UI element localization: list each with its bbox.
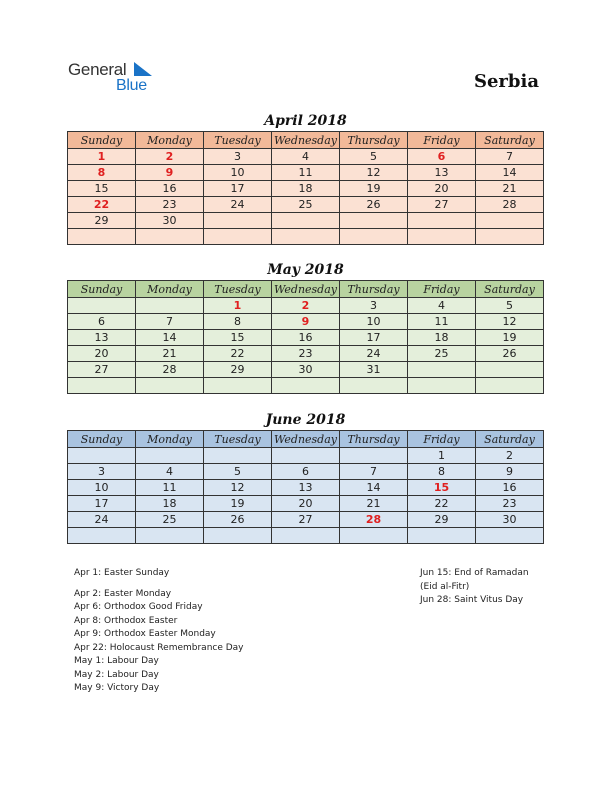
week-row bbox=[68, 298, 544, 314]
day-cell: 13 bbox=[272, 480, 340, 496]
day-cell: 13 bbox=[68, 330, 136, 346]
day-cell: 7 bbox=[136, 314, 204, 330]
day-cell bbox=[136, 229, 204, 245]
weekday-header: Sunday bbox=[68, 431, 136, 448]
day-cell: 23 bbox=[136, 197, 204, 213]
day-cell: 5 bbox=[476, 298, 544, 314]
weekday-header: Wednesday bbox=[272, 132, 340, 149]
holiday-note: Apr 6: Orthodox Good Friday bbox=[74, 602, 203, 612]
day-cell bbox=[136, 528, 204, 544]
week-row bbox=[68, 496, 544, 512]
day-cell: 16 bbox=[136, 181, 204, 197]
day-cell: 9 bbox=[272, 314, 340, 330]
holiday-note: May 9: Victory Day bbox=[74, 683, 160, 693]
holiday-note: Apr 8: Orthodox Easter bbox=[74, 615, 178, 626]
day-cell: 19 bbox=[476, 330, 544, 346]
day-cell: 8 bbox=[408, 464, 476, 480]
day-cell bbox=[68, 298, 136, 314]
day-cell: 26 bbox=[340, 197, 408, 213]
day-cell bbox=[272, 378, 340, 394]
holiday-note: May 1: Labour Day bbox=[74, 656, 159, 666]
day-cell: 24 bbox=[68, 512, 136, 528]
holiday-note: Jun 28: Saint Vitus Day bbox=[420, 595, 524, 605]
month-may bbox=[67, 260, 544, 394]
day-cell: 26 bbox=[204, 512, 272, 528]
holiday-notes-right bbox=[420, 567, 529, 608]
day-cell bbox=[408, 213, 476, 229]
day-cell: 4 bbox=[136, 464, 204, 480]
day-cell bbox=[408, 378, 476, 394]
calendar-grid bbox=[67, 430, 544, 544]
month-title: May 2018 bbox=[267, 262, 344, 278]
holiday-note: Apr 1: Easter Sunday bbox=[74, 568, 170, 578]
holiday-note: (Eid al-Fitr) bbox=[420, 581, 470, 592]
day-cell: 19 bbox=[204, 496, 272, 512]
country-title: Serbia bbox=[473, 71, 539, 92]
day-cell: 20 bbox=[68, 346, 136, 362]
day-cell: 5 bbox=[340, 149, 408, 165]
day-cell: 17 bbox=[340, 330, 408, 346]
day-cell: 30 bbox=[272, 362, 340, 378]
day-cell: 25 bbox=[136, 512, 204, 528]
day-cell: 21 bbox=[136, 346, 204, 362]
day-cell bbox=[204, 229, 272, 245]
holiday-note: May 2: Labour Day bbox=[74, 669, 159, 680]
day-cell: 13 bbox=[408, 165, 476, 181]
day-cell bbox=[408, 229, 476, 245]
day-cell: 18 bbox=[272, 181, 340, 197]
day-cell: 12 bbox=[340, 165, 408, 181]
day-cell: 8 bbox=[204, 314, 272, 330]
weekday-header: Saturday bbox=[476, 281, 544, 298]
day-cell: 24 bbox=[340, 346, 408, 362]
day-cell: 11 bbox=[272, 165, 340, 181]
day-cell: 19 bbox=[340, 181, 408, 197]
day-cell: 22 bbox=[204, 346, 272, 362]
day-cell bbox=[204, 448, 272, 464]
day-cell: 24 bbox=[204, 197, 272, 213]
holiday-note: Apr 2: Easter Monday bbox=[74, 588, 172, 599]
day-cell bbox=[204, 213, 272, 229]
day-cell: 3 bbox=[204, 149, 272, 165]
week-row bbox=[68, 362, 544, 378]
day-cell: 7 bbox=[340, 464, 408, 480]
day-cell: 21 bbox=[476, 181, 544, 197]
holiday-note: Jun 15: End of Ramadan bbox=[420, 568, 529, 578]
week-row bbox=[68, 480, 544, 496]
day-cell: 2 bbox=[476, 448, 544, 464]
day-cell: 3 bbox=[340, 298, 408, 314]
day-cell bbox=[68, 528, 136, 544]
weekday-header: Tuesday bbox=[204, 281, 272, 298]
week-row bbox=[68, 213, 544, 229]
week-row bbox=[68, 181, 544, 197]
day-cell bbox=[408, 362, 476, 378]
day-cell: 17 bbox=[204, 181, 272, 197]
day-cell: 12 bbox=[476, 314, 544, 330]
logo-word-general: General bbox=[68, 60, 127, 79]
day-cell: 14 bbox=[340, 480, 408, 496]
day-cell: 28 bbox=[136, 362, 204, 378]
day-cell: 11 bbox=[136, 480, 204, 496]
day-cell: 3 bbox=[68, 464, 136, 480]
day-cell: 5 bbox=[204, 464, 272, 480]
week-row bbox=[68, 528, 544, 544]
weekday-header: Sunday bbox=[68, 281, 136, 298]
day-cell: 23 bbox=[272, 346, 340, 362]
weekday-header: Saturday bbox=[476, 132, 544, 149]
day-cell bbox=[136, 298, 204, 314]
day-cell: 20 bbox=[272, 496, 340, 512]
day-cell bbox=[476, 378, 544, 394]
day-cell: 28 bbox=[476, 197, 544, 213]
weekday-header: Thursday bbox=[340, 132, 408, 149]
day-cell: 6 bbox=[272, 464, 340, 480]
holiday-note: Apr 9: Orthodox Easter Monday bbox=[74, 629, 216, 639]
day-cell: 29 bbox=[408, 512, 476, 528]
weekday-header: Thursday bbox=[340, 281, 408, 298]
day-cell: 18 bbox=[408, 330, 476, 346]
day-cell bbox=[408, 528, 476, 544]
holiday-note: Apr 22: Holocaust Remembrance Day bbox=[74, 642, 244, 653]
weekday-header: Friday bbox=[408, 132, 476, 149]
day-cell bbox=[68, 448, 136, 464]
day-cell bbox=[476, 229, 544, 245]
day-cell: 16 bbox=[272, 330, 340, 346]
calendar-grid bbox=[67, 131, 544, 245]
day-cell: 18 bbox=[136, 496, 204, 512]
weekday-header: Monday bbox=[136, 132, 204, 149]
day-cell: 15 bbox=[408, 480, 476, 496]
weekday-header: Saturday bbox=[476, 431, 544, 448]
day-cell: 25 bbox=[408, 346, 476, 362]
day-cell: 31 bbox=[340, 362, 408, 378]
day-cell: 30 bbox=[136, 213, 204, 229]
day-cell: 6 bbox=[408, 149, 476, 165]
day-cell: 14 bbox=[136, 330, 204, 346]
day-cell: 2 bbox=[136, 149, 204, 165]
day-cell: 20 bbox=[408, 181, 476, 197]
weekday-header: Wednesday bbox=[272, 431, 340, 448]
day-cell bbox=[476, 362, 544, 378]
weekday-header: Tuesday bbox=[204, 132, 272, 149]
day-cell: 6 bbox=[68, 314, 136, 330]
day-cell bbox=[340, 378, 408, 394]
day-cell bbox=[68, 378, 136, 394]
weekday-header: Friday bbox=[408, 431, 476, 448]
day-cell bbox=[340, 528, 408, 544]
week-row bbox=[68, 165, 544, 181]
day-cell: 26 bbox=[476, 346, 544, 362]
day-cell: 4 bbox=[408, 298, 476, 314]
weekday-header: Wednesday bbox=[272, 281, 340, 298]
day-cell: 30 bbox=[476, 512, 544, 528]
weekday-header: Monday bbox=[136, 431, 204, 448]
week-row bbox=[68, 197, 544, 213]
day-cell: 9 bbox=[476, 464, 544, 480]
weekday-header: Sunday bbox=[68, 132, 136, 149]
generalblue-logo bbox=[68, 60, 168, 98]
holiday-notes-left bbox=[74, 567, 244, 696]
week-row bbox=[68, 464, 544, 480]
day-cell bbox=[272, 213, 340, 229]
day-cell: 10 bbox=[340, 314, 408, 330]
day-cell: 22 bbox=[68, 197, 136, 213]
day-cell: 22 bbox=[408, 496, 476, 512]
day-cell: 15 bbox=[204, 330, 272, 346]
calendar-grid bbox=[67, 280, 544, 394]
day-cell: 27 bbox=[68, 362, 136, 378]
day-cell bbox=[476, 528, 544, 544]
day-cell bbox=[136, 378, 204, 394]
day-cell: 15 bbox=[68, 181, 136, 197]
day-cell: 17 bbox=[68, 496, 136, 512]
day-cell bbox=[272, 448, 340, 464]
weekday-header: Friday bbox=[408, 281, 476, 298]
day-cell bbox=[340, 229, 408, 245]
logo-flag-icon bbox=[134, 62, 154, 78]
day-cell: 8 bbox=[68, 165, 136, 181]
month-title: June 2018 bbox=[265, 412, 346, 428]
weekday-header: Monday bbox=[136, 281, 204, 298]
month-june bbox=[67, 410, 544, 544]
day-cell: 29 bbox=[204, 362, 272, 378]
day-cell: 27 bbox=[408, 197, 476, 213]
day-cell: 11 bbox=[408, 314, 476, 330]
day-cell: 2 bbox=[272, 298, 340, 314]
day-cell bbox=[340, 213, 408, 229]
day-cell: 25 bbox=[272, 197, 340, 213]
week-row bbox=[68, 330, 544, 346]
day-cell bbox=[204, 528, 272, 544]
day-cell bbox=[272, 229, 340, 245]
day-cell bbox=[272, 528, 340, 544]
week-row bbox=[68, 512, 544, 528]
day-cell: 14 bbox=[476, 165, 544, 181]
day-cell: 23 bbox=[476, 496, 544, 512]
day-cell: 10 bbox=[204, 165, 272, 181]
week-row bbox=[68, 149, 544, 165]
day-cell: 1 bbox=[68, 149, 136, 165]
logo-word-blue: Blue bbox=[116, 77, 147, 94]
day-cell bbox=[204, 378, 272, 394]
week-row bbox=[68, 314, 544, 330]
month-title: April 2018 bbox=[264, 113, 347, 129]
day-cell bbox=[68, 229, 136, 245]
day-cell bbox=[476, 213, 544, 229]
day-cell: 1 bbox=[204, 298, 272, 314]
day-cell bbox=[136, 448, 204, 464]
day-cell: 21 bbox=[340, 496, 408, 512]
day-cell: 29 bbox=[68, 213, 136, 229]
day-cell: 12 bbox=[204, 480, 272, 496]
day-cell: 27 bbox=[272, 512, 340, 528]
week-row bbox=[68, 229, 544, 245]
day-cell: 1 bbox=[408, 448, 476, 464]
day-cell bbox=[340, 448, 408, 464]
day-cell: 4 bbox=[272, 149, 340, 165]
day-cell: 7 bbox=[476, 149, 544, 165]
day-cell: 16 bbox=[476, 480, 544, 496]
weekday-header: Thursday bbox=[340, 431, 408, 448]
week-row bbox=[68, 378, 544, 394]
week-row bbox=[68, 346, 544, 362]
week-row bbox=[68, 448, 544, 464]
weekday-header: Tuesday bbox=[204, 431, 272, 448]
day-cell: 10 bbox=[68, 480, 136, 496]
day-cell: 28 bbox=[340, 512, 408, 528]
day-cell: 9 bbox=[136, 165, 204, 181]
month-april bbox=[67, 111, 544, 245]
